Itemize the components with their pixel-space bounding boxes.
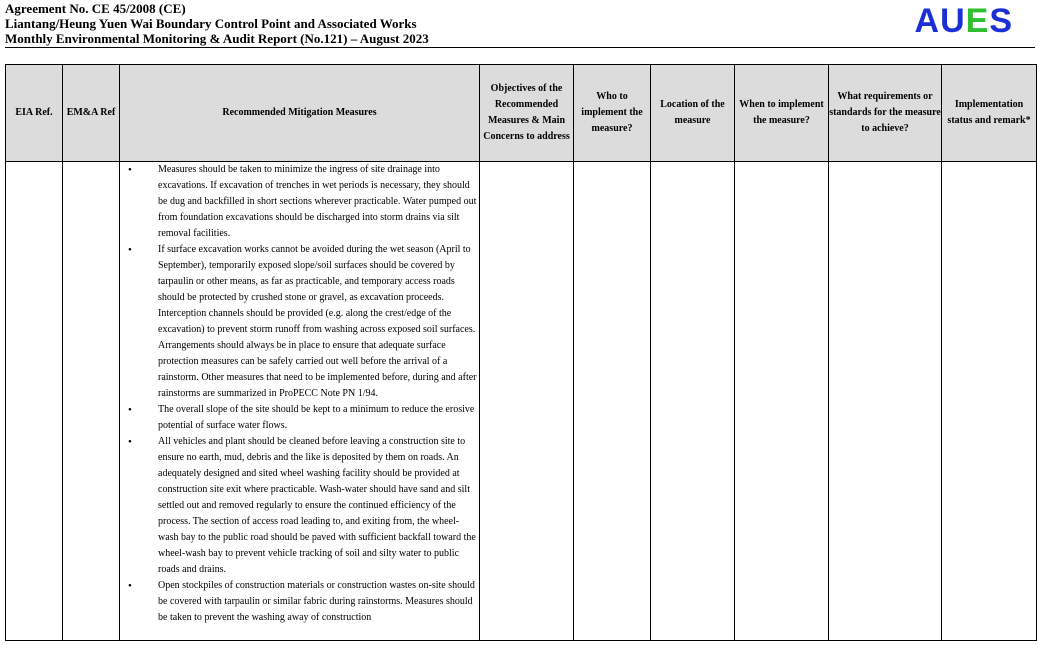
- table-row: [6, 162, 1037, 641]
- logo-text-s: S: [989, 2, 1013, 40]
- bullet-icon: •: [128, 164, 132, 176]
- col-header-objectives: Objectives of the Recommended Measures & Main Concerns to address: [480, 65, 574, 162]
- cell-requirements: [829, 162, 942, 641]
- report-header: [5, 1, 1035, 48]
- list-item: • Open stockpiles of construction materials or construction wastes on-site should be covered with tarpaulin or similar fabric during rainstorms. Measures should be taken to prevent the washing away of construction: [128, 580, 475, 623]
- bullet-icon: •: [128, 244, 132, 256]
- col-header-measures: Recommended Mitigation Measures: [120, 65, 480, 162]
- col-header-who: Who to implement the measure?: [574, 65, 651, 162]
- cell-objectives: [480, 162, 574, 641]
- list-item: • The overall slope of the site should be kept to a minimum to reduce the erosive potential of surface water flows.: [128, 404, 475, 431]
- bullet-icon: •: [128, 436, 132, 448]
- aues-logo: [915, 3, 1013, 39]
- project-title: Liantang/Heung Yuen Wai Boundary Control Point and Associated Works: [5, 16, 417, 31]
- cell-eia-ref: [6, 162, 63, 641]
- col-header-requirements: What requirements or standards for the measure to achieve?: [829, 65, 942, 162]
- list-item: • All vehicles and plant should be cleaned before leaving a construction site to ensure no earth, mud, debris and the like is deposited by them on roads. An adequately designed and sited wheel washing facility should be provided at construction site exit where practicable. Wash-water should have sand and silt settled out and removed regularly to ensure the continued efficiency of the process. The section of access road leading to, and exiting from, the wheel-wash bay to the public road should be paved with sufficient backfall toward the wheel-wash bay to prevent vehicle tracking of soil and silty water to public roads and drains.: [128, 436, 476, 575]
- table-header-row: [6, 65, 1037, 162]
- measures-list: [120, 162, 479, 626]
- list-item: • Measures should be taken to minimize the ingress of site drainage into excavations. If excavation of trenches in wet periods is necessary, they should be dug and backfilled in short sections wherever practicable. Water pumped out from foundation excavations should be discharged into storm drains via silt removal facilities.: [128, 164, 477, 239]
- bullet-icon: •: [128, 404, 132, 416]
- agreement-number: Agreement No. CE 45/2008 (CE): [5, 1, 186, 16]
- cell-when: [735, 162, 829, 641]
- col-header-status: Implementation status and remark*: [942, 65, 1037, 162]
- cell-ema-ref: [63, 162, 120, 641]
- logo-text-au: AU: [914, 2, 966, 40]
- cell-location: [651, 162, 735, 641]
- col-header-location: Location of the measure: [651, 65, 735, 162]
- bullet-icon: •: [128, 580, 132, 592]
- col-header-eia-ref: EIA Ref.: [6, 65, 63, 162]
- cell-status: [942, 162, 1037, 641]
- cell-measures: [120, 162, 480, 641]
- mitigation-measures-table: [5, 64, 1037, 641]
- cell-who: [574, 162, 651, 641]
- report-title: Monthly Environmental Monitoring & Audit Report (No.121) – August 2023: [5, 31, 429, 46]
- list-item: • If surface excavation works cannot be avoided during the wet season (April to September), temporarily exposed slope/soil surfaces should be covered by tarpaulin or other means, as far as practicable, and temporary access roads should be protected by crushed stone or gravel, as excavation proceeds. Interception channels should be provided (e.g. along the crest/edge of the excavation) to prevent storm runoff from washing across exposed soil surfaces. Arrangements should always be in place to ensure that adequate surface protection measures can be safely carried out well before the arrival of a rainstorm. Other measures that need to be implemented before, during and after rainstorms are summarized in ProPECC Note PN 1/94.: [128, 244, 477, 399]
- col-header-ema-ref: EM&A Ref: [63, 65, 120, 162]
- header-divider: [5, 47, 1035, 48]
- logo-text-e: E: [965, 2, 990, 40]
- col-header-when: When to implement the measure?: [735, 65, 829, 162]
